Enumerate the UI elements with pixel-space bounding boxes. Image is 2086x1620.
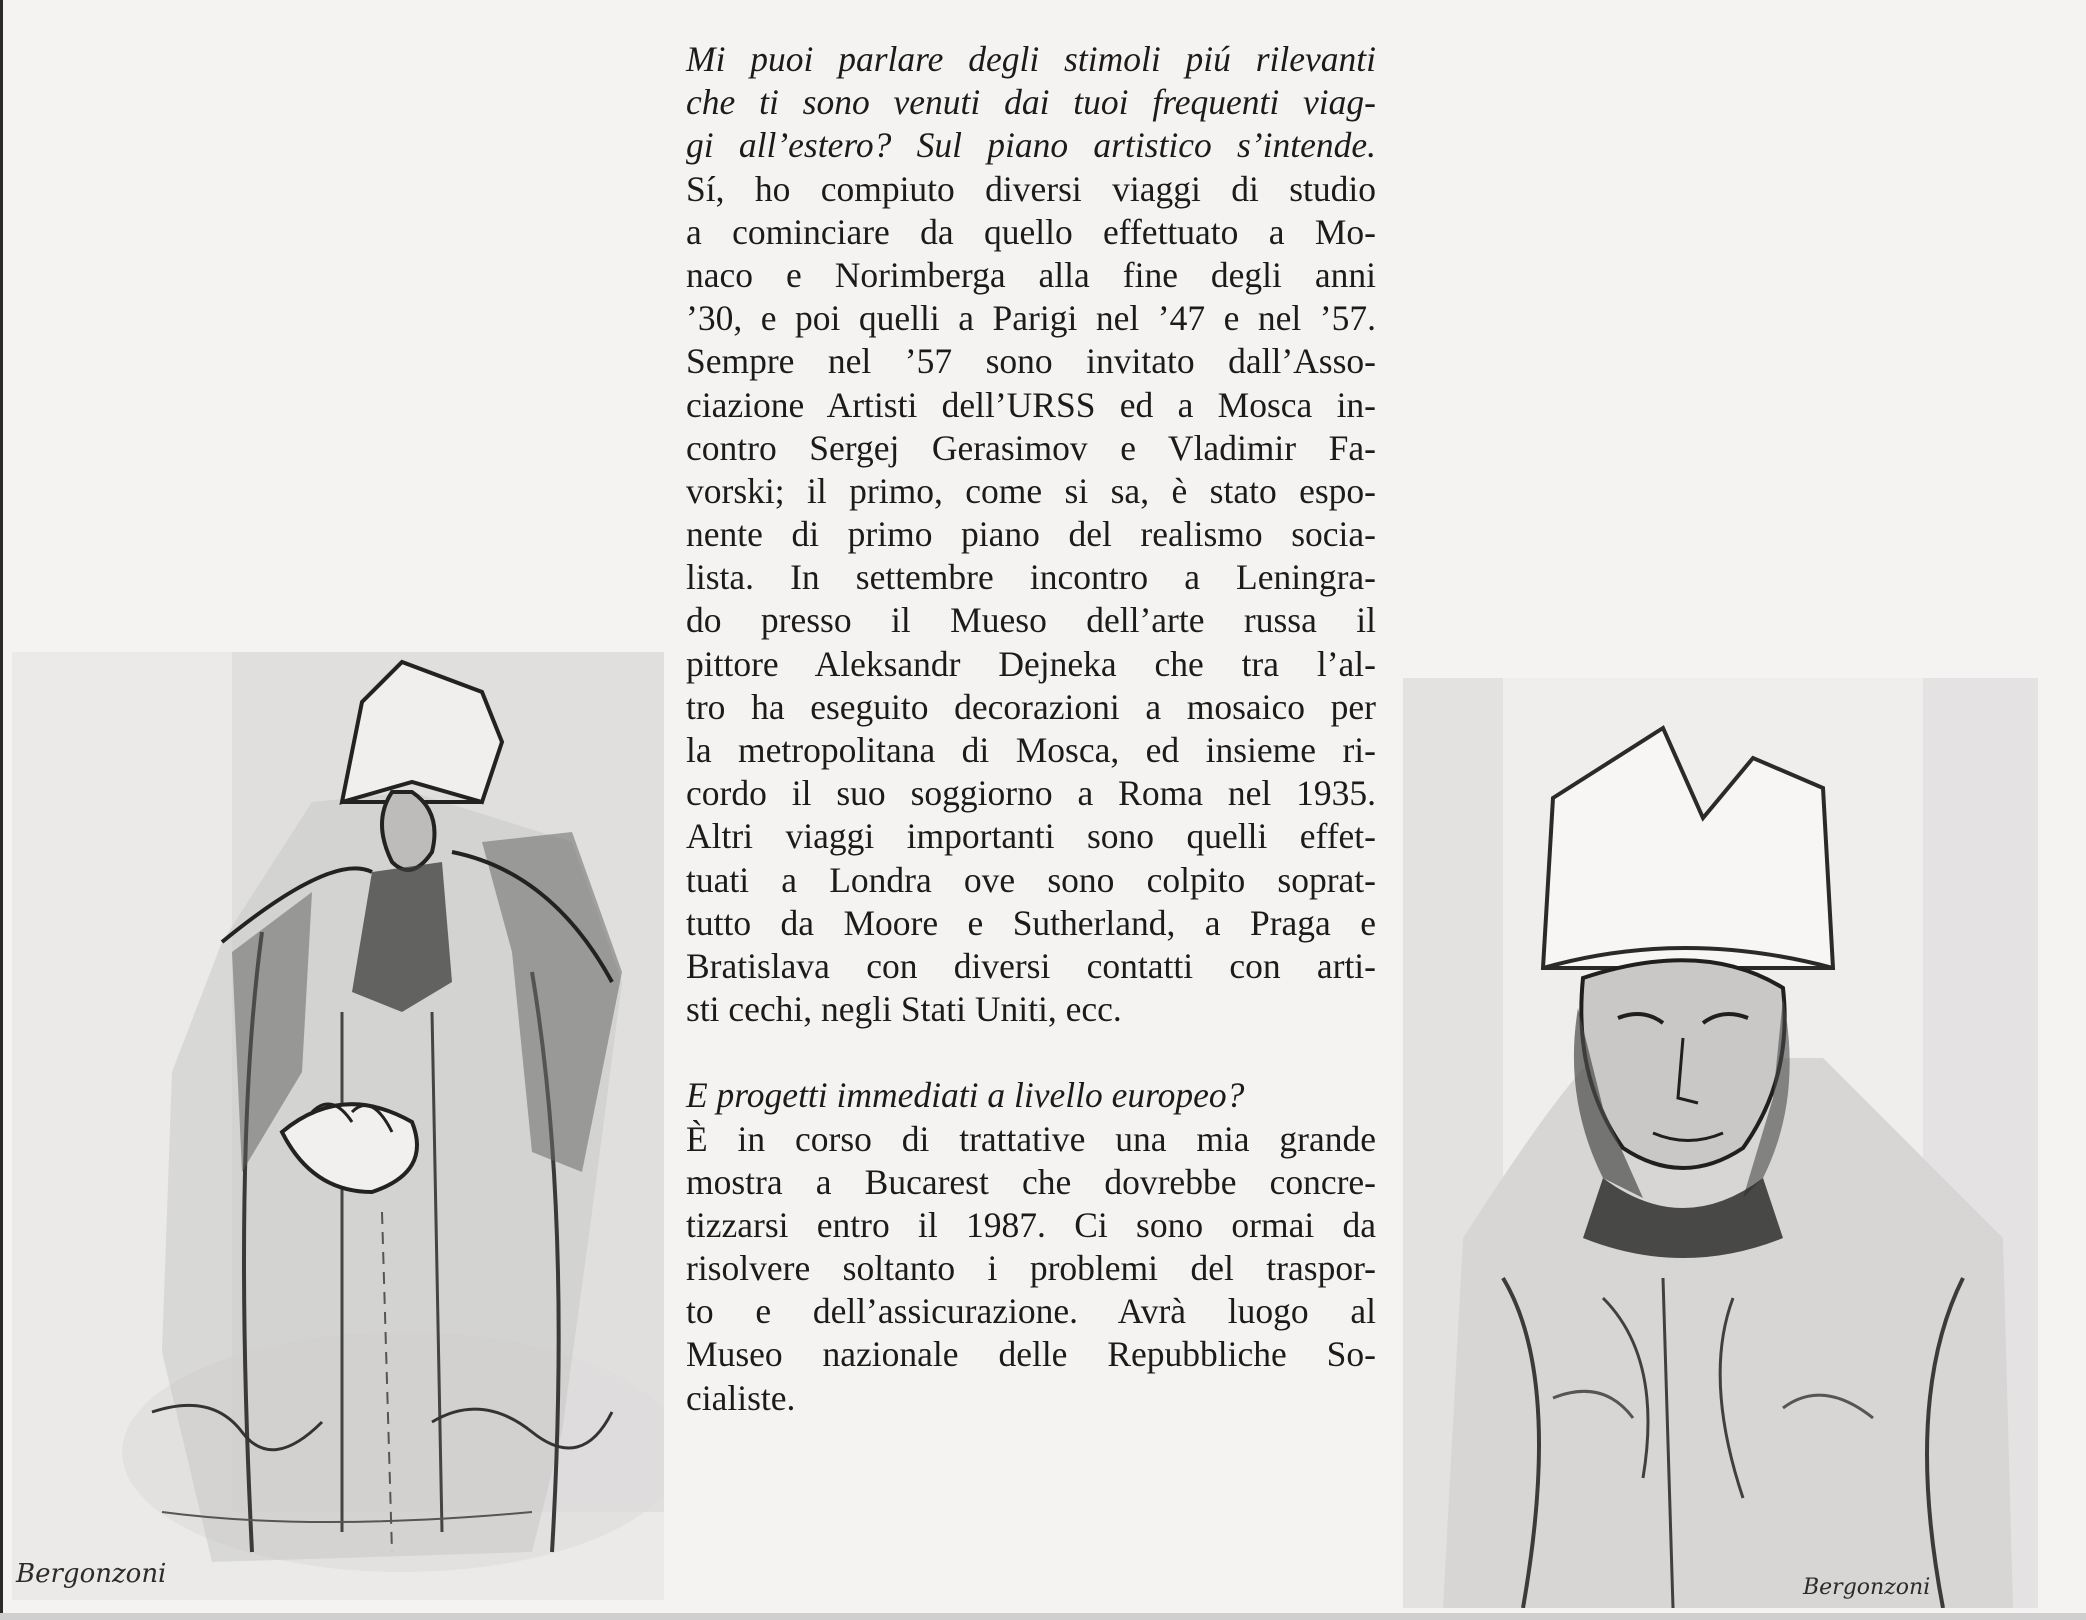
interview-text-column [686,38,1376,1420]
text-line: È in corso di trattative una mia grande [686,1118,1376,1159]
bishop-sketch-left [12,652,664,1600]
text-line: pittore Aleksandr Dejneka che tra l’al- [686,643,1376,684]
text-line: ’30, e poi quelli a Parigi nel ’47 e nel ’57. [686,298,1376,339]
text-line: Sí, ho compiuto diversi viaggi di studio [686,168,1376,209]
text-line: tuati a Londra ove sono colpito soprat- [686,859,1376,900]
text-line: cialiste. [686,1377,796,1418]
text-line: la metropolitana di Mosca, ed insieme ri- [686,730,1376,770]
text-line: contro Sergej Gerasimov e Vladimir Fa- [686,427,1376,468]
text-line: ciazione Artisti dell’URSS ed a Mosca in- [686,384,1376,425]
answer-2 [686,1118,1376,1420]
text-line: vorski; il primo, come si sa, è stato espo- [686,470,1376,511]
scan-edge [0,1613,2086,1620]
text-line: nente di primo piano del realismo socia- [686,514,1376,555]
answer-1 [686,168,1376,1032]
artist-signature: Bergonzoni [1803,1575,1931,1600]
text-line: Altri viaggi importanti sono quelli effet- [686,816,1376,857]
text-line: Bratislava con diversi contatti con arti- [686,945,1376,986]
text-line: E progetti immediati a livello europeo? [686,1075,1245,1116]
text-line: risolvere soltanto i problemi del traspor- [686,1248,1376,1289]
text-line: cordo il suo soggiorno a Roma nel 1935. [686,773,1376,814]
artist-signature: Bergonzoni [16,1559,167,1589]
text-line: Museo nazionale delle Repubbliche So- [686,1334,1376,1375]
text-line: naco e Norimberga alla fine degli anni [686,254,1376,295]
question-2 [686,1074,1376,1117]
text-line: Sempre nel ’57 sono invitato dall’Asso- [686,341,1376,382]
bishop-drawing-portrait [1403,678,2038,1608]
question-1 [686,38,1376,168]
text-line: che ti sono venuti dai tuoi frequenti viag- [686,82,1376,123]
text-line: do presso il Mueso dell’arte russa il [686,600,1376,641]
bishop-drawing-full-figure [12,652,664,1600]
bishop-sketch-right [1403,678,2038,1608]
text-line: gi all’estero? Sul piano artistico s’intende. [686,125,1376,166]
text-line: Mi puoi parlare degli stimoli piú rilevanti [686,39,1376,79]
text-line: tro ha eseguito decorazioni a mosaico per [686,686,1376,727]
text-line: lista. In settembre incontro a Leningra- [686,557,1376,598]
text-line: sti cechi, negli Stati Uniti, ecc. [686,989,1122,1030]
text-line: a cominciare da quello effettuato a Mo- [686,211,1376,252]
text-line: tutto da Moore e Sutherland, a Praga e [686,902,1376,943]
text-line: tizzarsi entro il 1987. Ci sono ormai da [686,1204,1376,1245]
text-line: mostra a Bucarest che dovrebbe concre- [686,1161,1376,1202]
scan-edge [0,0,3,1620]
text-line: to e dell’assicurazione. Avrà luogo al [686,1291,1376,1332]
